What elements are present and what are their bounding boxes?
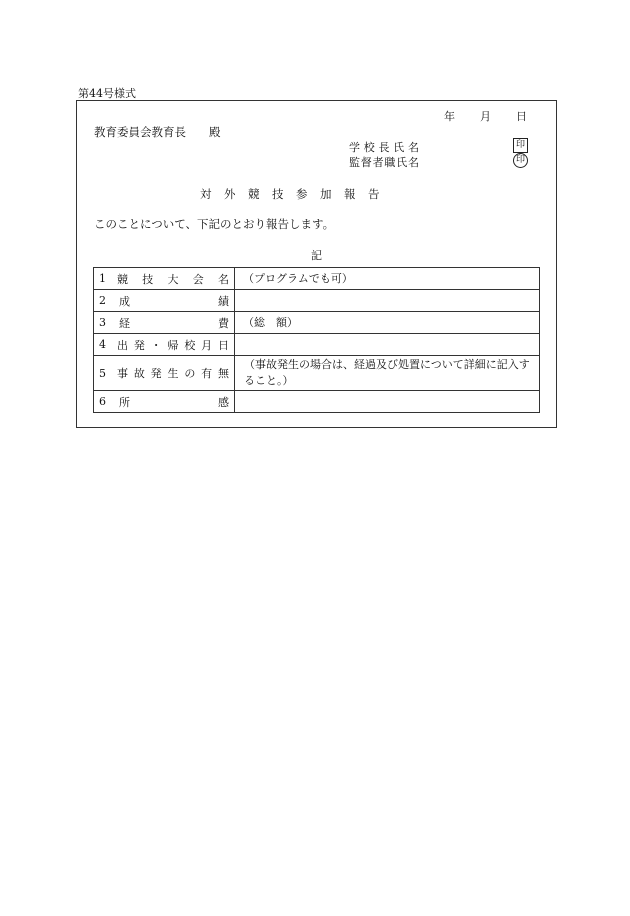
- item-label: 所 感: [119, 395, 229, 409]
- ki-heading: 記: [311, 249, 322, 262]
- table-row: [94, 312, 540, 334]
- item-number: 1: [99, 272, 106, 285]
- item-value-cell[interactable]: [235, 312, 540, 334]
- item-value-cell[interactable]: [235, 356, 540, 391]
- item-label: 成 績: [119, 294, 229, 308]
- item-label: 事故発生の有無: [117, 367, 229, 380]
- item-number: 3: [99, 316, 106, 329]
- date-year: 年: [444, 110, 455, 123]
- item-note: （プログラムでも可）: [243, 271, 353, 285]
- item-number: 4: [99, 338, 106, 351]
- intro-text: このことについて、下記のとおり報告します。: [94, 217, 335, 231]
- item-value-cell[interactable]: [235, 268, 540, 290]
- item-label-cell: [94, 356, 235, 391]
- item-value-cell[interactable]: [235, 290, 540, 312]
- item-label-cell: [94, 268, 235, 290]
- date-month: 月: [480, 110, 491, 123]
- supervisor-seal-icon: 印: [513, 153, 528, 168]
- item-label: 出発・帰校月日: [117, 338, 229, 352]
- items-table: [93, 267, 540, 413]
- item-value-cell[interactable]: [235, 391, 540, 413]
- table-row: [94, 290, 540, 312]
- principal-name-label: 学校長氏名: [349, 141, 419, 154]
- item-note: （総 額）: [243, 315, 298, 329]
- table-row: [94, 334, 540, 356]
- item-label-cell: [94, 290, 235, 312]
- document-title: 対外競技参加報告: [200, 187, 392, 201]
- table-row: [94, 268, 540, 290]
- item-label: 経 費: [119, 316, 229, 330]
- supervisor-name-label: 監督者職氏名: [349, 156, 419, 169]
- item-label-cell: [94, 312, 235, 334]
- principal-seal-icon: 印: [513, 138, 528, 153]
- item-number: 2: [99, 294, 106, 307]
- item-number: 6: [99, 395, 106, 408]
- item-label-cell: [94, 334, 235, 356]
- addressee: 教育委員会教育長 殿: [94, 125, 221, 139]
- form-number: 第44号様式: [78, 87, 136, 100]
- table-row: [94, 391, 540, 413]
- item-note: （事故発生の場合は、経過及び処置について詳細に記入すること。）: [244, 358, 530, 387]
- item-label: 競技大会名: [117, 272, 229, 286]
- item-value-cell[interactable]: [235, 334, 540, 356]
- item-label-cell: [94, 391, 235, 413]
- item-number: 5: [99, 366, 106, 380]
- table-row: [94, 356, 540, 391]
- date-day: 日: [516, 110, 527, 123]
